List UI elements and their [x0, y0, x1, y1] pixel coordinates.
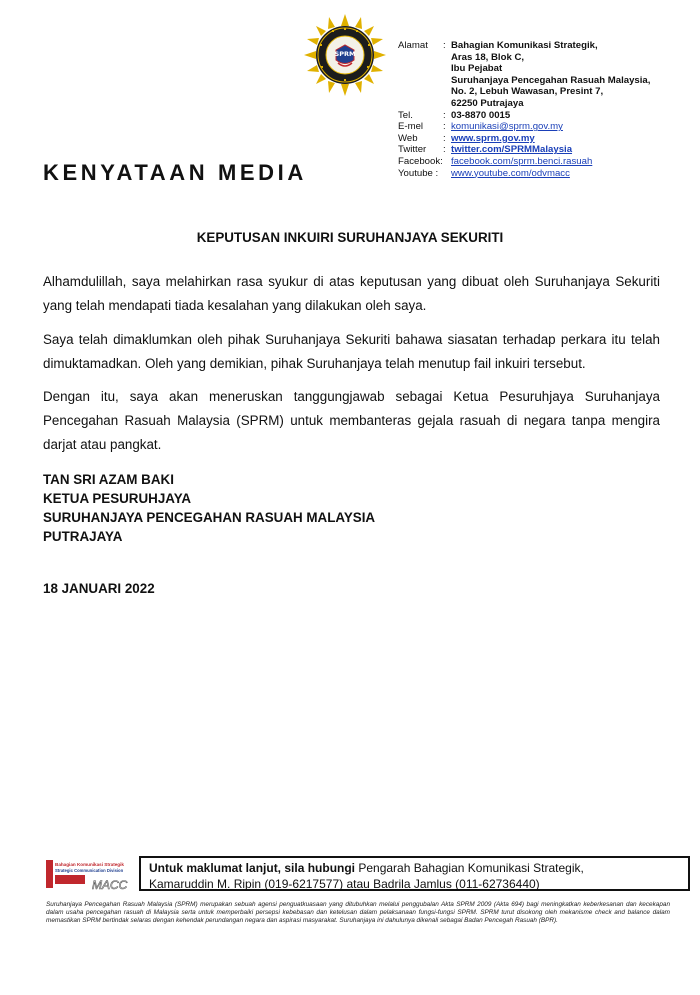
- tel-row: Tel. : 03-8870 0015: [398, 109, 511, 121]
- sprm-logo: [304, 14, 386, 96]
- web-row: Web : www.sprm.gov.my: [398, 132, 535, 144]
- logo-emblem-text: SPRM: [334, 50, 356, 58]
- address-label: Alamat: [398, 40, 428, 51]
- macc-footer-logo: [46, 858, 134, 894]
- address-lines: Bahagian Komunikasi Strategik, Aras 18, Blok C, Ibu Pejabat Suruhanjaya Pencegahan Rasuah Malaysia, No. 2, Lebuh Wawasan, Presint 7, 62250 Putrajaya: [451, 40, 651, 109]
- statement-date: 18 JANUARI 2022: [43, 581, 155, 596]
- info-box-text: Pengarah Bahagian Komunikasi Strategik,: [355, 861, 584, 875]
- info-box-bold-text: Untuk maklumat lanjut, sila hubungi: [149, 861, 356, 875]
- paragraph-1: Alhamdulillah, saya melahirkan rasa syukur di atas keputusan yang dibuat oleh Suruhanjaya Sekuriti yang telah mendapati tiada kesalahan yang dilakukan oleh saya.: [43, 274, 660, 313]
- signatory-name: TAN SRI AZAM BAKI: [43, 472, 174, 487]
- tel-value: 03-8870 0015: [451, 109, 511, 121]
- paragraph-2: Saya telah dimaklumkan oleh pihak Suruhanjaya Sekuriti bahawa siasatan terhadap perkara itu telah dimuktamadkan. Oleh yang demikian, pihak Suruhanjaya telah menutup fail inkuiri tersebut.: [43, 332, 660, 371]
- email-link[interactable]: komunikasi@sprm.gov.my: [451, 121, 563, 133]
- info-box-contacts: Kamaruddin M. Ripin (019-6217577) atau Badrila Jamlus (011-62736440): [149, 877, 540, 891]
- signatory-organisation: SURUHANJAYA PENCEGAHAN RASUAH MALAYSIA: [43, 510, 376, 525]
- footer-logo-line1: Bahagian Komunikasi Strategik: [55, 862, 124, 867]
- web-link[interactable]: www.sprm.gov.my: [451, 132, 535, 144]
- contact-info-box: [139, 856, 690, 891]
- signatory-title: KETUA PESURUHJAYA: [43, 491, 192, 506]
- footer-logo-line2: Strategic Communication Division: [55, 868, 124, 873]
- contact-block: [398, 40, 650, 179]
- youtube-row: Youtube : www.youtube.com/odvmacc: [398, 167, 570, 179]
- facebook-link[interactable]: facebook.com/sprm.benci.rasuah: [451, 155, 593, 167]
- footer-logo-brand: MACC: [92, 878, 128, 892]
- about-sprm-fine-print: Suruhanjaya Pencegahan Rasuah Malaysia (SPRM) merupakan sebuah agensi penguatkuasaan yang ditubuhkan melalui penggubalan Akta SPRM 2009 (Akta 694) bagi meningkatkan keberkesanan dan kecekapan dalam usaha pencegahan rasuah di Malaysia serta untuk memperbaiki persepsi kebebasan dan ketelusan dalam pelaksanaan fungsi-fungsi SPRM. SPRM turut disokong oleh mekanisme check and balance dalam memastikan SPRM bertindak selaras dengan kehendak perundangan negara dan aspirasi masyarakat. Suruhanjaya ini dahulunya dikenali sebagai Badan Pencegah Rasuah (BPR).: [46, 901, 670, 924]
- youtube-link[interactable]: www.youtube.com/odvmacc: [451, 167, 570, 179]
- twitter-row: Twitter : twitter.com/SPRMMalaysia: [398, 144, 573, 156]
- signatory-location: PUTRAJAYA: [43, 529, 123, 544]
- twitter-link[interactable]: twitter.com/SPRMMalaysia: [451, 144, 573, 156]
- paragraph-3: Dengan itu, saya akan meneruskan tanggungjawab sebagai Ketua Pesuruhjaya Suruhanjaya Pencegahan Rasuah Malaysia (SPRM) untuk membanteras gejala rasuah di negara tanpa mengira darjat atau pangkat.: [43, 389, 660, 452]
- statement-headline: KEPUTUSAN INKUIRI SURUHANJAYA SEKURITI: [196, 230, 504, 245]
- media-statement-title: KENYATAAN MEDIA: [43, 160, 307, 185]
- facebook-row: Facebook: facebook.com/sprm.benci.rasuah: [398, 155, 593, 167]
- signature-block: [43, 470, 375, 546]
- address-row: Alamat : Bahagian Komunikasi Strategik, Aras 18, Blok C, Ibu Pejabat Suruhanjaya Pencegahan Rasuah Malaysia, No. 2, Lebuh Wawasan, Presint 7, 62250 Putrajaya: [398, 40, 651, 109]
- email-row: E-mel : komunikasi@sprm.gov.my: [398, 121, 563, 133]
